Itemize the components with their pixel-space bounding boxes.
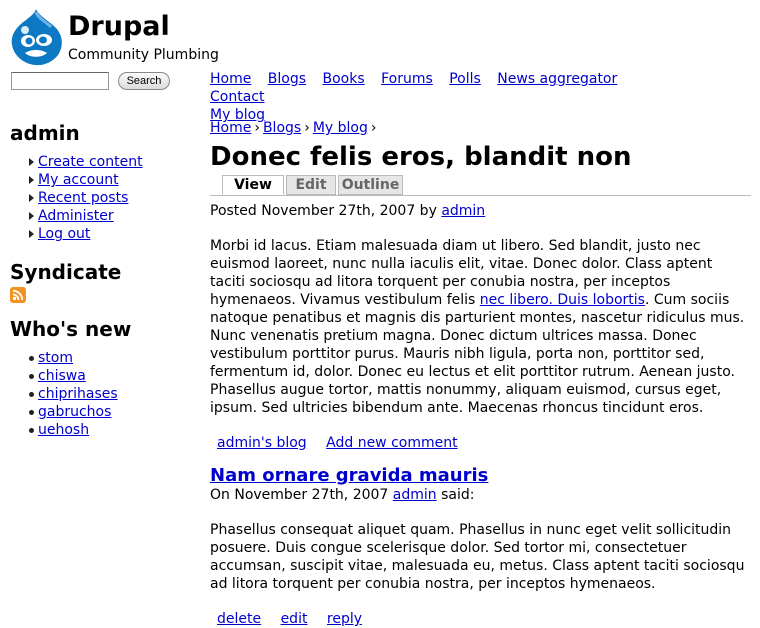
edit-comment-link[interactable]: edit [280, 611, 308, 627]
breadcrumb-separator: › [254, 120, 260, 136]
primary-links-nav [210, 70, 650, 124]
node-tabs [210, 175, 751, 196]
log-out-link[interactable]: Log out [38, 226, 91, 242]
user-link-chiprihases[interactable]: chiprihases [38, 386, 118, 402]
nav-link-forums[interactable]: Forums [381, 71, 433, 87]
whos-new-list [10, 349, 195, 439]
nav-link-blogs[interactable]: Blogs [267, 71, 307, 87]
nav-link-books[interactable]: Books [322, 71, 365, 87]
syndicate-block-title: Syndicate [10, 260, 122, 284]
add-new-comment-link[interactable]: Add new comment [326, 435, 458, 451]
comment-submitted [210, 486, 751, 504]
delete-comment-link[interactable]: delete [217, 611, 262, 627]
comment-submitted-suffix: said: [436, 487, 475, 503]
user-link-stom[interactable]: stom [38, 350, 73, 366]
admins-blog-link[interactable]: admin's blog [217, 435, 307, 451]
breadcrumb-home[interactable]: Home [210, 120, 252, 136]
reply-comment-link[interactable]: reply [326, 611, 363, 627]
recent-posts-link[interactable]: Recent posts [38, 190, 129, 206]
node-body [210, 237, 751, 417]
tab-outline[interactable]: Outline [338, 175, 403, 195]
search-input[interactable] [11, 72, 109, 90]
breadcrumb-blogs[interactable]: Blogs [262, 120, 302, 136]
nav-link-contact[interactable]: Contact [210, 89, 265, 105]
tab-edit[interactable]: Edit [286, 175, 336, 195]
comment-title-link[interactable]: Nam ornare gravida mauris [210, 465, 489, 486]
body-text: Morbi id lacus. Etiam malesuada diam ut libero. Sed blandit, justo nec euismod laoreet, nunc nulla iaculis elit, vitae. Donec dolor. Class aptent taciti sociosqu ad litora torquent per conubia nostra, per inceptos hymenaeos. Vivamus vestibulum felis [210, 238, 713, 308]
node-links [210, 434, 751, 452]
breadcrumb-separator: › [370, 120, 377, 136]
comment-submitted-text: On November 27th, 2007 [210, 487, 393, 503]
main-content [210, 119, 751, 628]
nav-link-home[interactable]: Home [210, 71, 252, 87]
left-sidebar [10, 121, 195, 439]
submitted-text: Posted November 27th, 2007 by [210, 203, 442, 219]
menu-item-recent-posts [10, 189, 195, 207]
user-link-chiswa[interactable]: chiswa [38, 368, 86, 384]
list-item [10, 403, 195, 421]
comment [210, 466, 751, 486]
inline-body-link[interactable]: nec libero. Duis lobortis [479, 292, 645, 308]
list-item [10, 385, 195, 403]
menu-item-log-out [10, 225, 195, 243]
node-submitted [210, 202, 751, 220]
menu-item-create-content [10, 153, 195, 171]
body-text: . Cum sociis natoque penatibus et magnis dis parturient montes, nascetur ridiculus mus. Nunc venenatis pretium magna. Donec dictum ultrices massa. Donec vestibulum porttitor purus. Mauris nibh ligula, porta non, porttitor sed, fermentum id, dolor. Donec eu lectus et elit porttitor rutrum. Aenean justo. Phasellus augue tortor, mattis nonummy, aliquam euismod, cursus eget, ipsum. Sed ultricies bibendum ante. Maecenas rhoncus tincidunt eros. [210, 292, 745, 416]
list-item [10, 367, 195, 385]
list-item [10, 421, 195, 439]
nav-link-news-aggregator[interactable]: News aggregator [497, 71, 618, 87]
create-content-link[interactable]: Create content [38, 154, 143, 170]
site-slogan: Community Plumbing [68, 47, 219, 63]
comment-body: Phasellus consequat aliquet quam. Phasellus in nunc eget velit sollicitudin posuere. Duis congue scelerisque dolor. Sed tortor mi, consectetuer accumsan, suscipit vitae, malesuada eu, metus. Class aptent taciti sociosqu ad litora torquent per conubia nostra, per inceptos hymenaeos. [210, 522, 745, 592]
rss-feed-icon[interactable] [10, 287, 26, 303]
list-item [10, 349, 195, 367]
search-button[interactable]: Search [118, 72, 170, 90]
breadcrumb-my-blog[interactable]: My blog [312, 120, 368, 136]
user-menu [10, 153, 195, 243]
nav-link-polls[interactable]: Polls [449, 71, 481, 87]
menu-item-administer [10, 207, 195, 225]
administer-link[interactable]: Administer [38, 208, 114, 224]
page-title: Donec felis eros, blandit non [210, 142, 632, 172]
comment-links [210, 610, 751, 628]
user-block-title: admin [10, 121, 80, 145]
tab-view[interactable]: View [222, 175, 284, 195]
user-link-gabruchos[interactable]: gabruchos [38, 404, 112, 420]
breadcrumb [210, 119, 751, 137]
breadcrumb-separator: › [304, 120, 310, 136]
menu-item-my-account [10, 171, 195, 189]
whos-new-block-title: Who's new [10, 317, 132, 341]
site-name[interactable]: Drupal [68, 11, 170, 42]
my-account-link[interactable]: My account [38, 172, 119, 188]
nav-link-my-blog[interactable]: My blog [210, 107, 266, 123]
author-link[interactable]: admin [441, 203, 486, 219]
drupal-logo-icon[interactable] [9, 8, 64, 66]
user-link-uehosh[interactable]: uehosh [38, 422, 90, 438]
comment-author-link[interactable]: admin [392, 487, 437, 503]
